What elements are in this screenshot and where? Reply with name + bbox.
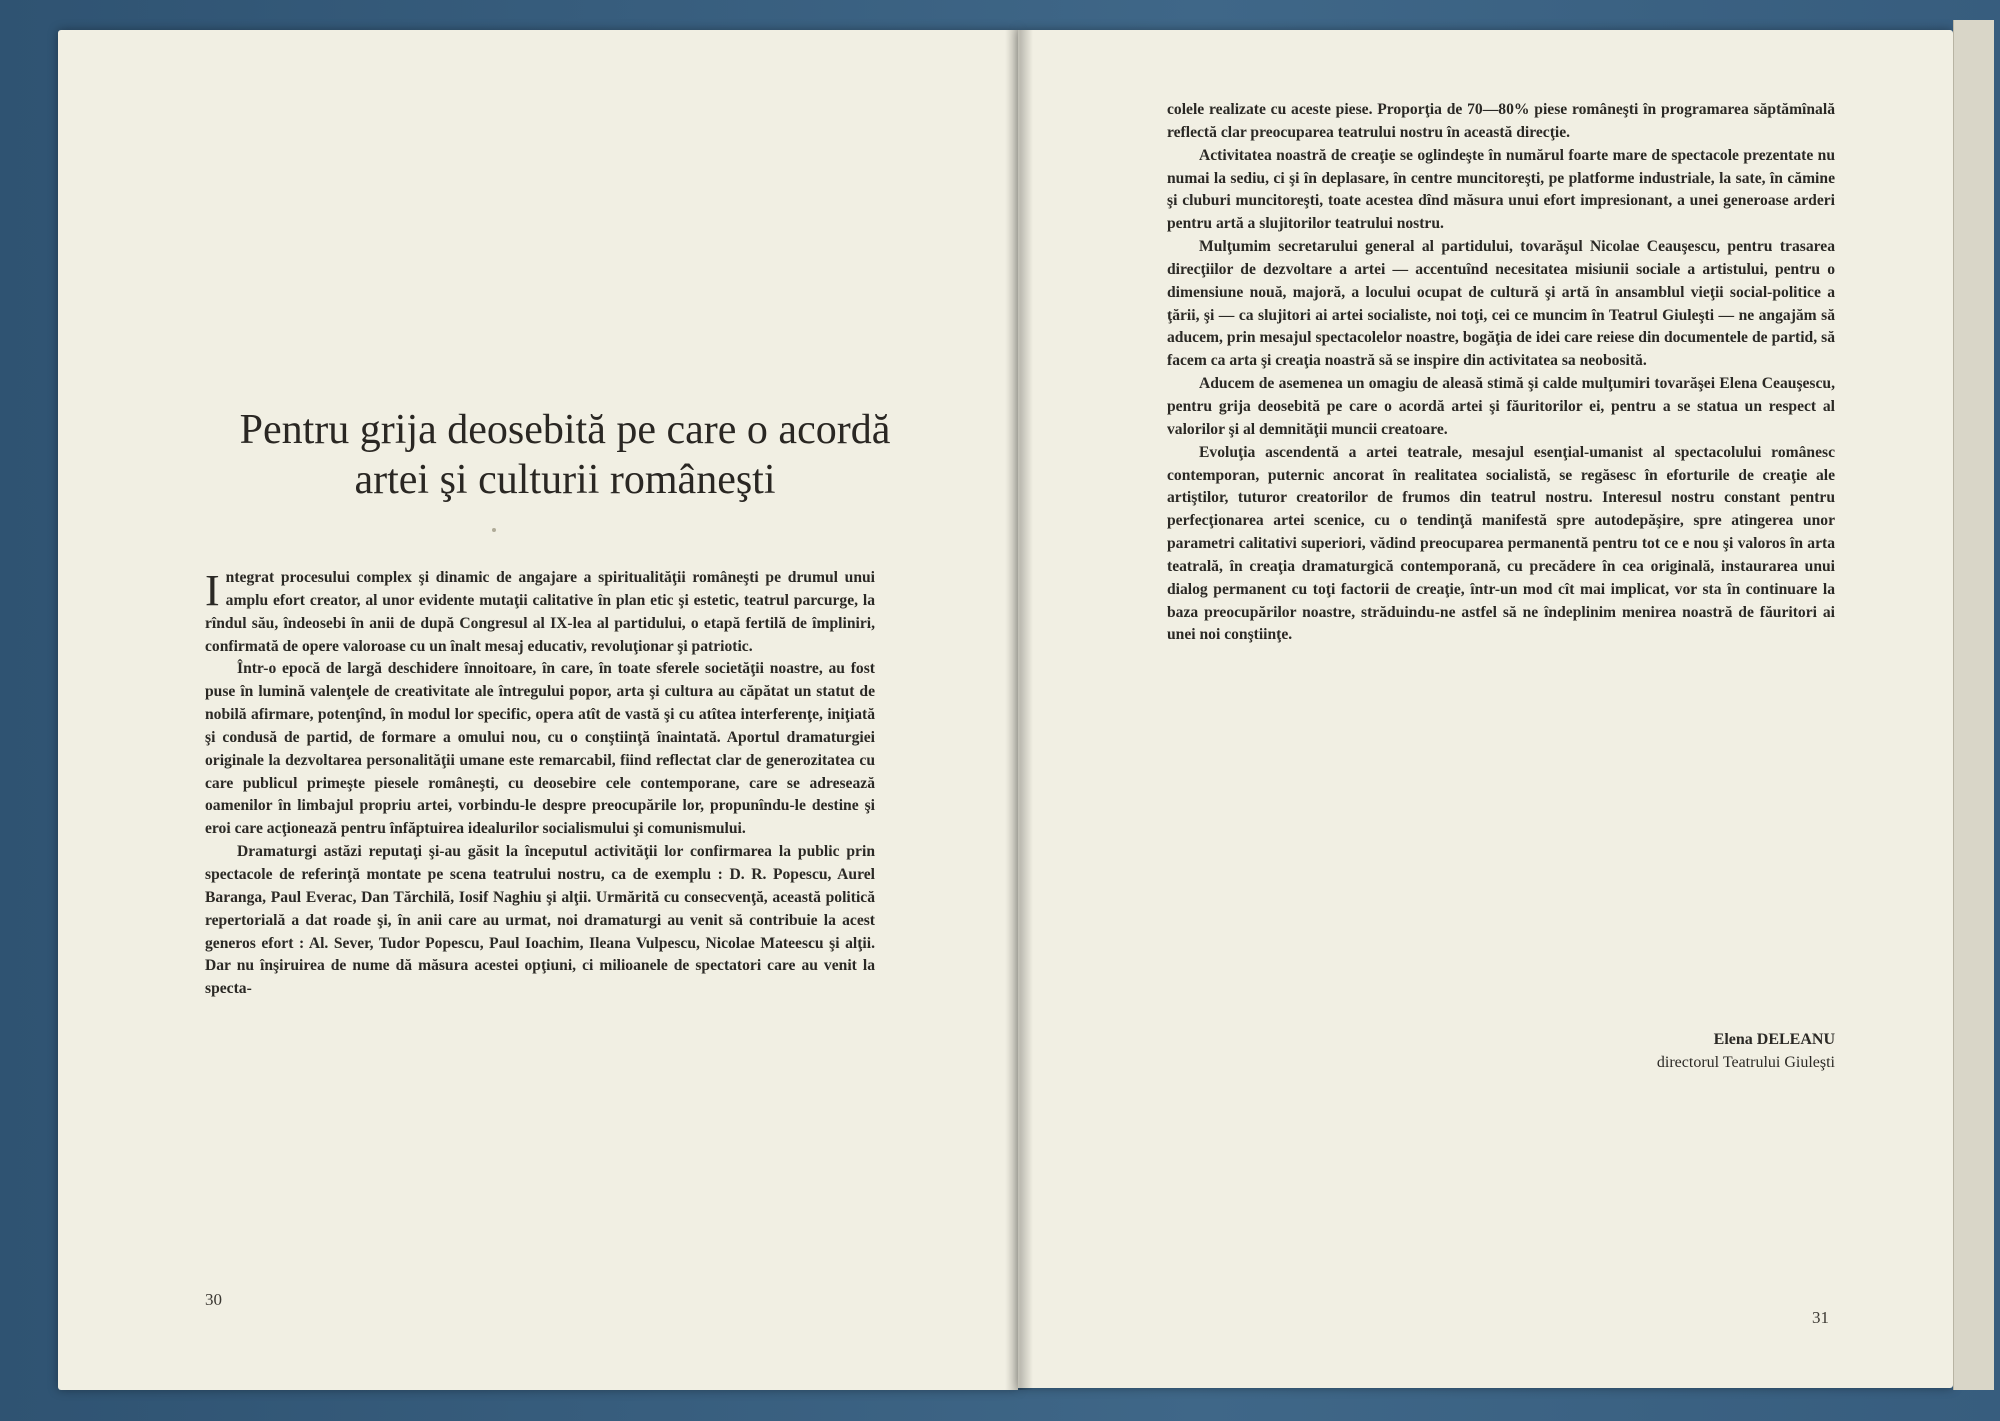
page-edge-strip	[1953, 20, 1994, 1390]
body-paragraph: colele realizate cu aceste piese. Proporţia de 70—80% piese româneşti în programarea săptămînală reflectă clar preocuparea teatrului nostru în această direcţie.	[1167, 101, 1835, 141]
right-page-body	[1167, 99, 1835, 647]
author-signature	[1490, 1028, 1835, 1074]
article-title-line-2: artei şi culturii româneşti	[354, 457, 776, 504]
body-paragraph: Dramaturgi astăzi reputaţi şi-au găsit la începutul activităţii lor confirmarea la public prin spectacole de referinţă montate pe scena teatrului nostru, ca de exemplu : D. R. Popescu, Aurel Baranga, Paul Everac, Dan Tărchilă, Iosif Naghiu şi alţii. Urmărită cu consecvenţă, această politică repertorială a dat roade şi, în anii care au urmat, noi dramaturgi au venit să contribuie la acest generos efort : Al. Sever, Tudor Popescu, Paul Ioachim, Ileana Vulpescu, Nicolae Mateescu şi alţii. Dar nu înşiruirea de nume dă măsura acestei opţiuni, ci milioanele de spectatori care au venit la specta-	[205, 843, 875, 998]
page-number-left: 30	[205, 1290, 222, 1309]
drop-cap: I	[205, 566, 220, 615]
author-name: Elena DELEANU	[1713, 1031, 1835, 1048]
body-paragraph: Activitatea noastră de creaţie se oglindeşte în numărul foarte mare de spectacole prezentate nu numai la sediu, ci şi în deplasare, în centre muncitoreşti, pe platforme industriale, la sate, în cămine şi cluburi muncitoreşti, toate acestea dînd măsura unui efort impresionant, a unei generoase arderi pentru artă a slujitorilor teatrului nostru.	[1167, 146, 1835, 233]
body-paragraph: Integrat procesului complex şi dinamic de angajare a spiritualităţii româneşti pe drumul unui amplu efort creator, al unor evidente mutaţii calitative în plan etic şi estetic, teatrul parcurge, la rîndul său, îndeosebi în anii de după Congresul al IX-lea al partidului, o etapă fertilă de împliniri, confirmată de opere valoroase cu un înalt mesaj educativ, revoluţionar şi patriotic.	[205, 566, 875, 655]
page-number-right: 31	[1812, 1308, 1829, 1327]
book-gutter	[1005, 30, 1033, 1390]
body-paragraph: Aducem de asemenea un omagiu de aleasă stimă şi calde mulţumiri tovarăşei Elena Ceauşescu, pentru grija deosebită pe care o acordă artei şi făuritorilor ei, pentru a se statua un respect al valorilor şi al demnităţii muncii creatoare.	[1167, 375, 1835, 438]
left-page-body	[205, 567, 875, 1001]
body-paragraph: Într-o epocă de largă deschidere înnoitoare, în care, în toate sferele societăţii noastre, au fost puse în lumină valenţele de creativitate ale întregului popor, arta şi cultura au căpătat un statut de nobilă afirmare, potenţînd, în modul lor specific, opera atît de vastă şi cu atîtea interferenţe, iniţiată şi condusă de partid, de formare a omului nou, cu o conştiinţă înaintată. Aportul dramaturgiei originale la dezvoltarea personalităţii umane este remarcabil, fiind reflectat clar de generozitatea cu care publicul primeşte piesele româneşti, cu deosebire cele contemporane, care se adresează oamenilor în limbajul propriu artei, vorbindu-le despre preocupările lor, propunîndu-le destine şi eroi care acţionează pentru înfăptuirea idealurilor socialismului şi comunismului.	[205, 660, 875, 838]
article-title-line-1: Pentru grija deosebită pe care o acordă	[239, 407, 891, 453]
title-ornament-dot	[492, 528, 496, 532]
body-paragraph: Evoluţia ascendentă a artei teatrale, mesajul esenţial-umanist al spectacolului românesc contemporan, puternic ancorat în realitatea socialistă, se regăsesc în eforturile de creaţie ale artiştilor, tuturor creatorilor de frumos din teatrul nostru. Interesul nostru constant pentru perfecţionarea artei scenice, cu o tendinţă manifestă spre autodepăşire, spre atingerea unor parametri calitativi superiori, vădind preocuparea permanentă pentru tot ce e nou şi valoros în arta teatrală, în creaţia dramaturgică contemporană, cu precădere în cea originală, instaurarea unui dialog permanent cu toţi factorii de creaţie, într-un mod cît mai implicat, vor sta în continuare la baza preocupărilor noastre, străduindu-ne astfel să ne îndeplinim menirea noastră de făuritori ai unei noi conştiinţe.	[1167, 443, 1835, 644]
body-paragraph: Mulţumim secretarului general al partidului, tovarăşul Nicolae Ceauşescu, pentru trasarea direcţiilor de dezvoltare a artei — accentuînd necesitatea misiunii sociale a artistului, pentru o dimensiune nouă, majoră, a locului ocupat de cultură şi artă în ansamblul vieţii social-politice a ţării, şi — ca slujitori ai artei socialiste, noi toţi, cei ce muncim în Teatrul Giuleşti — ne angajăm să aducem, prin mesajul spectacolelor noastre, bogăţia de idei care reiese din documentele de partid, să facem ca arta şi creaţia noastră să se inspire din activitatea sa neobosită.	[1167, 238, 1835, 370]
show-through-ghost-1	[320, 130, 349, 222]
author-role: directorul Teatrului Giuleşti	[1656, 1054, 1835, 1071]
article-title	[195, 405, 935, 506]
